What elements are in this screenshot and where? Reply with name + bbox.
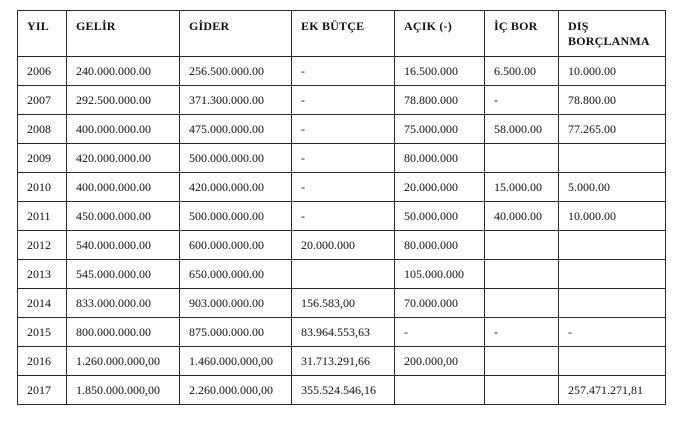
- table-row: [18, 231, 666, 260]
- revenue-cell: 1.850.000.000,00: [67, 376, 180, 405]
- deficit-cell: 80.000.000: [395, 231, 485, 260]
- supplementary-budget-cell: -: [292, 144, 395, 173]
- year-cell: 2010: [18, 173, 67, 202]
- deficit-cell: 78.800.000: [395, 86, 485, 115]
- supplementary-budget-cell: 355.524.546,16: [292, 376, 395, 405]
- revenue-cell: 292.500.000.00: [67, 86, 180, 115]
- expense-cell: 2.260.000.000,00: [180, 376, 292, 405]
- header-row: [18, 11, 666, 57]
- domestic-borrowing-cell: 15.000.00: [485, 173, 559, 202]
- table-row: [18, 144, 666, 173]
- expense-cell: 500.000.000.00: [180, 202, 292, 231]
- table-row: [18, 376, 666, 405]
- table-row: [18, 318, 666, 347]
- deficit-cell: [395, 376, 485, 405]
- domestic-borrowing-cell: [485, 376, 559, 405]
- header-foreign-borrowing: DIŞ BORÇLANMA: [559, 11, 666, 57]
- supplementary-budget-cell: 156.583,00: [292, 289, 395, 318]
- supplementary-budget-cell: 83.964.553,63: [292, 318, 395, 347]
- expense-cell: 371.300.000.00: [180, 86, 292, 115]
- table-row: [18, 57, 666, 86]
- foreign-borrowing-cell: [559, 260, 666, 289]
- revenue-cell: 1.260.000.000,00: [67, 347, 180, 376]
- expense-cell: 475.000.000.00: [180, 115, 292, 144]
- year-cell: 2013: [18, 260, 67, 289]
- expense-cell: 1.460.000.000,00: [180, 347, 292, 376]
- revenue-cell: 240.000.000.00: [67, 57, 180, 86]
- supplementary-budget-cell: -: [292, 86, 395, 115]
- domestic-borrowing-cell: -: [485, 86, 559, 115]
- year-cell: 2017: [18, 376, 67, 405]
- header-revenue: GELİR: [67, 11, 180, 57]
- foreign-borrowing-cell: [559, 231, 666, 260]
- revenue-cell: 400.000.000.00: [67, 115, 180, 144]
- supplementary-budget-cell: -: [292, 202, 395, 231]
- table-row: [18, 289, 666, 318]
- expense-cell: 650.000.000.00: [180, 260, 292, 289]
- table-row: [18, 202, 666, 231]
- domestic-borrowing-cell: [485, 347, 559, 376]
- foreign-borrowing-cell: 257.471.271,81: [559, 376, 666, 405]
- year-cell: 2007: [18, 86, 67, 115]
- foreign-borrowing-cell: [559, 347, 666, 376]
- revenue-cell: 800.000.000.00: [67, 318, 180, 347]
- header-deficit: AÇIK (-): [395, 11, 485, 57]
- expense-cell: 500.000.000.00: [180, 144, 292, 173]
- expense-cell: 256.500.000.00: [180, 57, 292, 86]
- domestic-borrowing-cell: [485, 144, 559, 173]
- supplementary-budget-cell: -: [292, 57, 395, 86]
- foreign-borrowing-cell: [559, 144, 666, 173]
- deficit-cell: 75.000.000: [395, 115, 485, 144]
- foreign-borrowing-cell: 78.800.00: [559, 86, 666, 115]
- year-cell: 2008: [18, 115, 67, 144]
- table-row: [18, 173, 666, 202]
- header-domestic-borrowing: İÇ BOR: [485, 11, 559, 57]
- header-supplementary-budget: EK BÜTÇE: [292, 11, 395, 57]
- table-row: [18, 347, 666, 376]
- table-row: [18, 260, 666, 289]
- expense-cell: 903.000.000.00: [180, 289, 292, 318]
- year-cell: 2014: [18, 289, 67, 318]
- table-row: [18, 115, 666, 144]
- year-cell: 2011: [18, 202, 67, 231]
- foreign-borrowing-cell: -: [559, 318, 666, 347]
- revenue-cell: 545.000.000.00: [67, 260, 180, 289]
- foreign-borrowing-cell: [559, 289, 666, 318]
- revenue-cell: 420.000.000.00: [67, 144, 180, 173]
- domestic-borrowing-cell: -: [485, 318, 559, 347]
- deficit-cell: 105.000.000: [395, 260, 485, 289]
- foreign-borrowing-cell: 10.000.00: [559, 57, 666, 86]
- expense-cell: 600.000.000.00: [180, 231, 292, 260]
- revenue-cell: 450.000.000.00: [67, 202, 180, 231]
- domestic-borrowing-cell: 6.500.00: [485, 57, 559, 86]
- foreign-borrowing-cell: 10.000.00: [559, 202, 666, 231]
- budget-table: [17, 10, 666, 405]
- domestic-borrowing-cell: [485, 231, 559, 260]
- deficit-cell: 20.000.000: [395, 173, 485, 202]
- foreign-borrowing-cell: 5.000.00: [559, 173, 666, 202]
- year-cell: 2006: [18, 57, 67, 86]
- revenue-cell: 540.000.000.00: [67, 231, 180, 260]
- deficit-cell: -: [395, 318, 485, 347]
- table-header: [18, 11, 666, 57]
- deficit-cell: 16.500.000: [395, 57, 485, 86]
- header-expense: GİDER: [180, 11, 292, 57]
- deficit-cell: 50.000.000: [395, 202, 485, 231]
- year-cell: 2016: [18, 347, 67, 376]
- domestic-borrowing-cell: [485, 289, 559, 318]
- revenue-cell: 833.000.000.00: [67, 289, 180, 318]
- header-year: YIL: [18, 11, 67, 57]
- table-row: [18, 86, 666, 115]
- domestic-borrowing-cell: [485, 260, 559, 289]
- supplementary-budget-cell: -: [292, 115, 395, 144]
- domestic-borrowing-cell: 58.000.00: [485, 115, 559, 144]
- year-cell: 2009: [18, 144, 67, 173]
- foreign-borrowing-cell: 77.265.00: [559, 115, 666, 144]
- revenue-cell: 400.000.000.00: [67, 173, 180, 202]
- year-cell: 2015: [18, 318, 67, 347]
- deficit-cell: 80.000.000: [395, 144, 485, 173]
- domestic-borrowing-cell: 40.000.00: [485, 202, 559, 231]
- supplementary-budget-cell: 20.000.000: [292, 231, 395, 260]
- supplementary-budget-cell: -: [292, 173, 395, 202]
- deficit-cell: 200.000,00: [395, 347, 485, 376]
- year-cell: 2012: [18, 231, 67, 260]
- deficit-cell: 70.000.000: [395, 289, 485, 318]
- table-body: [18, 57, 666, 405]
- supplementary-budget-cell: [292, 260, 395, 289]
- expense-cell: 875.000.000.00: [180, 318, 292, 347]
- expense-cell: 420.000.000.00: [180, 173, 292, 202]
- supplementary-budget-cell: 31.713.291,66: [292, 347, 395, 376]
